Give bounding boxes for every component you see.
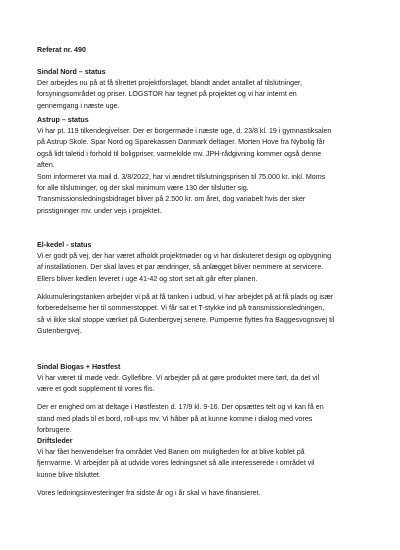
section-heading: Sindal Nord – status <box>37 68 106 76</box>
text-line: Der er enighed om at deltage i Høstfesten d. 17/9 kl. 9-16. Der opsættes telt og vi kan få en <box>37 403 324 412</box>
paragraph <box>37 488 377 499</box>
text-line: fjernvarme. Vi arbejder på at udvide vores ledningsnet så alle interesserede i området vil <box>37 459 315 468</box>
section-driftsleder <box>37 436 377 499</box>
paragraph <box>37 402 377 436</box>
text-line: Akkumuleringstanken arbejder vi på at få tanken i udbud, vi har arbejdet på at få plads og især <box>37 292 334 301</box>
text-line: Vi har været til møde vedr. Gyllefibre. Vi arbejder på at gøre produktet mere tørt, da det vil <box>37 374 320 382</box>
text-line: kunne blive tilsluttet. <box>37 470 101 479</box>
text-line: Som informeret via mail d. 3/8/2022, har vi ændret tilslutningsprisen til 75.000 kr. inkl. Moms <box>37 172 326 181</box>
text-line: Vi er godt på vej, der har været afholdt projektmøder og vi har diskuteret design og opbygning <box>37 252 332 260</box>
text-line: på Astrup Skole. Spar Nord og Sparekassen Danmark deltager. Morten Hove fra Nybolig får <box>37 138 325 147</box>
text-line: Der arbejdes nu på at få tilrettet projektforslaget, blandt andet antallet af tilslutninger, <box>37 79 302 87</box>
text-line: Vi har pt. 119 tilkendegivelser. Der er borgermøde i næste uge, d. 23/8 kl. 19 i gymnastiksalen <box>37 127 332 135</box>
text-line: forberedelserne her til sommerstoppet. Vi får sat et T-stykke ind på transmissionsledningen, <box>37 304 325 313</box>
section-heading: El-kedel - status <box>37 241 92 249</box>
section-heading: Sindal Biogas + Høstfest <box>37 363 121 371</box>
text-line: Transmissionsledningsbidraget bliver på 2.500 kr. om året, dog variabelt hvis der sker <box>37 195 306 204</box>
text-line: være et godt supplement til vores flis. <box>37 385 155 394</box>
paragraph <box>37 251 377 285</box>
text-line: Ellers bliver kedlen leveret i uge 41-42 og stort set alt går efter planen. <box>37 274 258 283</box>
paragraph <box>37 292 377 338</box>
text-line: af installationen. Der skal laves et par ændringer, så anlægget bliver nemmere at servicere. <box>37 263 324 272</box>
text-line: også lidt taletid i forhold til boligpriser, varmekilde mv. JPH-rådgivning kommer også denne <box>37 149 322 158</box>
text-line: Vi har fået henvendelser fra området Ved Banen om muligheden for at blive koblet på <box>37 448 305 456</box>
paragraph <box>37 447 377 481</box>
section-heading: Driftsleder <box>37 437 73 445</box>
section-el-kedel <box>37 240 377 337</box>
text-line: forsyningsområdet og priser. LOGSTOR har tegnet på projektet og vi har internt en <box>37 90 297 99</box>
paragraph <box>37 78 377 112</box>
text-line: aften. <box>37 161 55 170</box>
text-line: Vores ledningsinvesteringer fra sidste år og i år skal vi have finansieret. <box>37 488 261 497</box>
text-line: forbrugere. <box>37 426 72 435</box>
paragraph <box>37 126 377 217</box>
document-title: Referat nr. 490 <box>37 46 86 54</box>
text-line: stand med plads til et bord, roll-ups mv. Vi håber på at kunne komme i dialog med vores <box>37 414 313 423</box>
text-line: Gutenbergvej. <box>37 326 82 335</box>
section-astrup <box>37 115 377 217</box>
section-biogas-hostfest <box>37 362 377 437</box>
section-heading: Astrup – status <box>37 116 89 124</box>
text-line: gennemgang i næste uge. <box>37 101 120 110</box>
text-line: for alle tilslutninger, og der skal minimum være 130 der tilslutter sig. <box>37 184 249 193</box>
text-line: prisstigninger mv. under vejs i projektet. <box>37 206 162 215</box>
paragraph <box>37 373 377 396</box>
section-sindal-nord <box>37 67 377 112</box>
text-line: så vi ikke skal stoppe værket på Gutenbergvej senere. Pumperne flyttes fra Baggesvognsvej til <box>37 315 335 324</box>
